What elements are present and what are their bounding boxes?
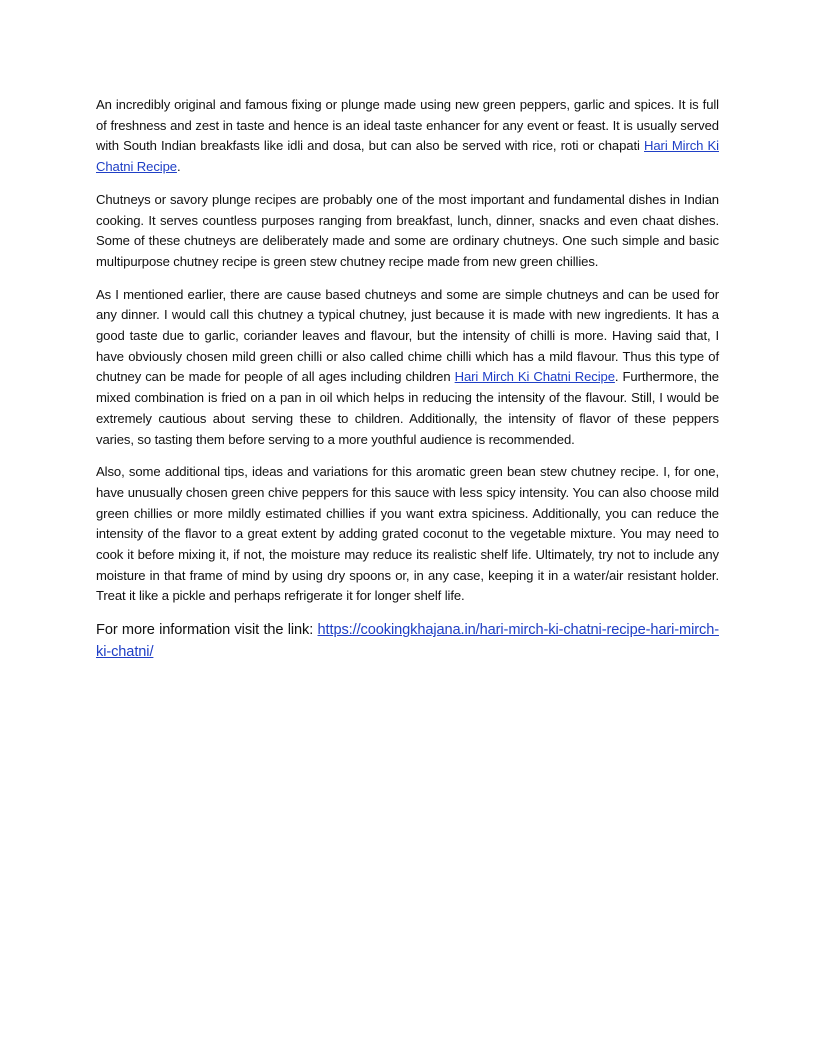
paragraph-intro-period: .: [176, 159, 181, 175]
paragraph-intro: [96, 95, 719, 178]
document-page: [96, 95, 719, 663]
paragraph-chutneys-text: Chutneys or savory plunge recipes are probably one of the most important and fundamental dishes in Indian cooking. It serves countless purposes ranging from breakfast, lunch, dinner, snacks and even chaat dishes. Some of these chutneys are deliberately made and some are ordinary chutneys. One such simple and basic multipurpose chutney recipe is green stew chutney recipe made from new green chillies.: [96, 191, 719, 269]
closing-line: [96, 619, 719, 663]
paragraph-mentioned-text-after: . Furthermore, the mixed combination is fried on a pan in oil which helps in reducing the intensity of the flavour. Still, I would be extremely cautious about serving these to children. Additionally, the intensity of flavor of these peppers varies, so tasting them before serving to a more youthful audience is recommended.: [96, 369, 719, 447]
hari-mirch-recipe-link-1[interactable]: Hari Mirch Ki Chatni Recipe: [96, 138, 719, 175]
hari-mirch-recipe-link-2[interactable]: Hari Mirch Ki Chatni Recipe: [454, 369, 615, 385]
paragraph-tips-text: Also, some additional tips, ideas and variations for this aromatic green bean stew chutney recipe. I, for one, have unusually chosen green chive peppers for this sauce with less spicy intensity. You can also choose mild green chillies or more mildly estimated chillies if you want extra spiciness. Additionally, you can reduce the intensity of the flavor to a great extent by adding grated coconut to the vegetable mixture. You may need to cook it before mixing it, if not, the moisture may reduce its realistic shelf life. Ultimately, try not to include any moisture in that frame of mind by using dry spoons or, in any case, keeping it in a water/air resistant holder. Treat it like a pickle and perhaps refrigerate it for longer shelf life.: [96, 464, 719, 604]
more-info-link[interactable]: https://cookingkhajana.in/hari-mirch-ki-chatni-recipe-hari-mirch-ki-chatni/: [96, 622, 719, 661]
paragraph-tips: [96, 462, 719, 607]
paragraph-mentioned-text-before: As I mentioned earlier, there are cause based chutneys and some are simple chutneys and can be used for any dinner. I would call this chutney a typical chutney, just because it is made with new ingredients. It has a good taste due to garlic, coriander leaves and flavour, but the intensity of chilli is more. Having said that, I have obviously chosen mild green chilli or also called chime chilli which has a mild flavour. Thus this type of chutney can be made for people of all ages including children: [96, 286, 719, 385]
paragraph-chutneys: [96, 190, 719, 273]
paragraph-intro-text: An incredibly original and famous fixing or plunge made using new green peppers, garlic and spices. It is full of freshness and zest in taste and hence is an ideal taste enhancer for any event or feast. It is usually served with South Indian breakfasts like idli and dosa, but can also be served with rice, roti or chapati: [96, 97, 719, 154]
closing-label: For more information visit the link:: [96, 622, 318, 639]
paragraph-mentioned: [96, 285, 719, 451]
